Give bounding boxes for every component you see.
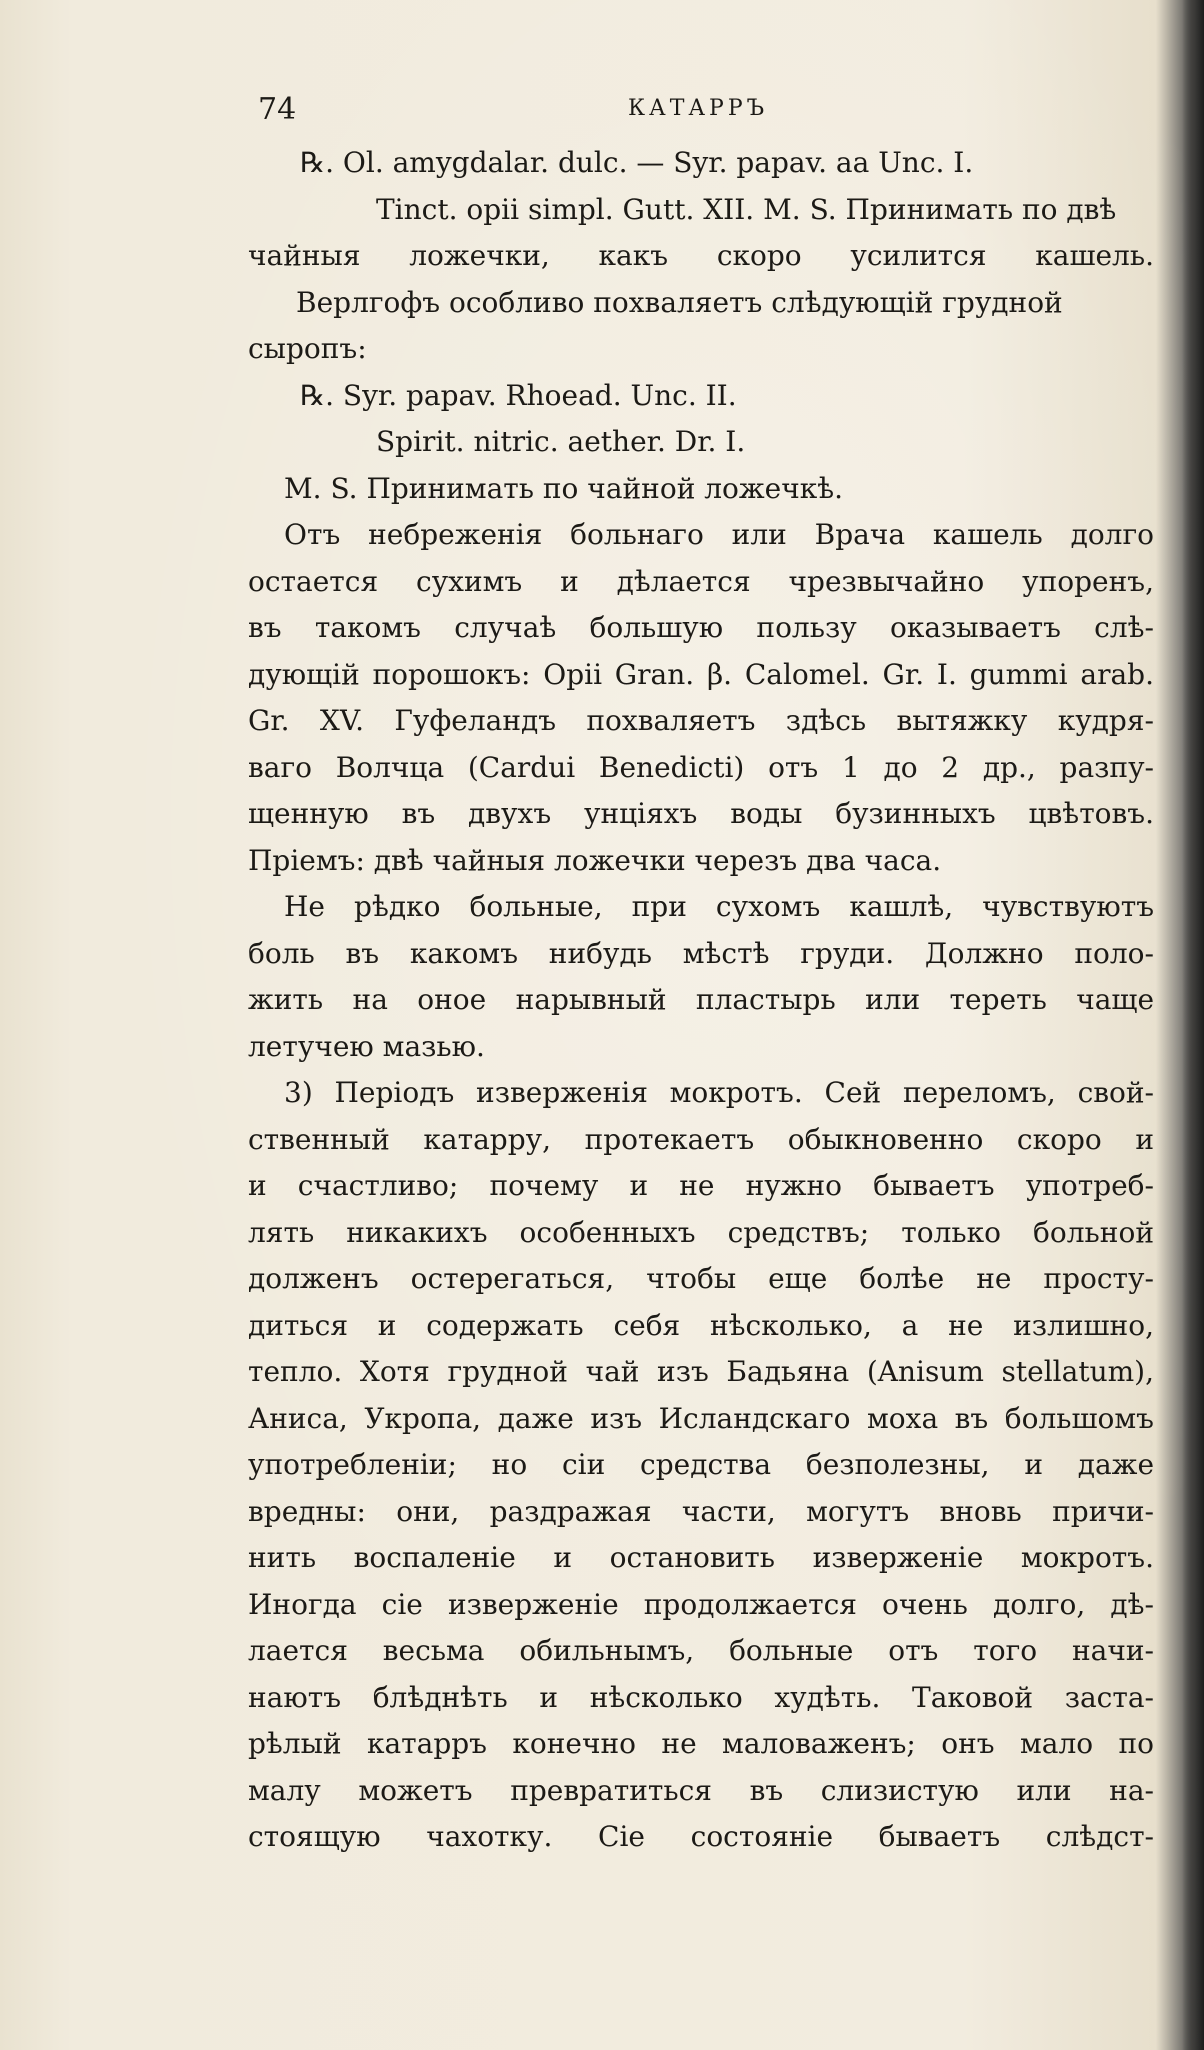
- page-edge-shadow: [1182, 0, 1204, 2050]
- text-line: летучею мазью.: [248, 1029, 485, 1063]
- text-line: ственный катарру, протекаетъ обыкновенно скоро и: [248, 1122, 1154, 1156]
- text-line: остается сухимъ и дѣлается чрезвычайно упоренъ,: [248, 564, 1154, 598]
- text-line: малу можетъ превратиться въ слизистую или на-: [248, 1773, 1154, 1807]
- text-line: Иногда сіе изверженіе продолжается очень долго, дѣ-: [248, 1587, 1154, 1621]
- text-line: лять никакихъ особенныхъ средствъ; только больной: [248, 1215, 1154, 1249]
- text-line: Не рѣдко больные, при сухомъ кашлѣ, чувствуютъ: [284, 890, 1154, 923]
- text-line: ℞. Ol. amygdalar. dulc. — Syr. papav. aa Unc. I.: [300, 146, 974, 179]
- text-line: лается весьма обильнымъ, больные отъ того начи-: [248, 1634, 1154, 1667]
- text-line: Tinct. opii simpl. Gutt. XII. M. S. Принимать по двѣ: [376, 192, 1117, 226]
- text-line: сыропъ:: [248, 332, 367, 365]
- page-header: [258, 92, 1154, 132]
- text-line: Аниса, Укропа, даже изъ Исландскаго моха въ большомъ: [248, 1401, 1154, 1435]
- text-line: тепло. Хотя грудной чай изъ Бадьяна (Anisum stellatum),: [248, 1355, 1154, 1388]
- text-line: и счастливо; почему и не нужно бываетъ употреб-: [248, 1169, 1154, 1202]
- text-line: наютъ блѣднѣть и нѣсколько худѣть. Таковой заста-: [248, 1680, 1154, 1714]
- text-line: 3) Періодъ изверженія мокротъ. Сей переломъ, свой-: [284, 1076, 1154, 1109]
- text-line: рѣлый катарръ конечно не маловаженъ; онъ мало по: [248, 1727, 1154, 1760]
- text-line: долженъ остерегаться, чтобы еще болѣе не просту-: [248, 1262, 1154, 1295]
- body-text: [248, 140, 1154, 1861]
- text-line: въ такомъ случаѣ большую пользу оказываетъ слѣ-: [248, 611, 1154, 644]
- text-line: жить на оное нарывный пластырь или тереть чаще: [248, 983, 1154, 1016]
- text-line: нить воспаленіе и остановить изверженіе мокротъ.: [248, 1541, 1154, 1574]
- text-line: Верлгофъ особливо похваляетъ слѣдующій грудной: [296, 285, 1063, 319]
- text-line: употребленіи; но сіи средства безполезны, и даже: [248, 1448, 1154, 1481]
- text-line: Отъ небреженія больнаго или Врача кашель долго: [284, 518, 1154, 551]
- running-head: КАТАРРЪ: [628, 96, 769, 121]
- text-line: ваго Волчца (Cardui Benedicti) отъ 1 до 2 др., разпу-: [248, 750, 1154, 784]
- text-line: дующій порошокъ: Opii Gran. β. Calomel. Gr. I. gummi arab.: [248, 657, 1154, 691]
- text-line: Gr. XV. Гуфеландъ похваляетъ здѣсь вытяжку кудря-: [248, 704, 1154, 737]
- text-line: вредны: они, раздражая части, могутъ вновь причи-: [248, 1494, 1154, 1528]
- text-line: Spirit. nitric. aether. Dr. I.: [376, 425, 746, 458]
- text-line: Пріемъ: двѣ чайныя ложечки черезъ два часа.: [248, 843, 942, 877]
- page-number: 74: [258, 92, 297, 127]
- text-line: M. S. Принимать по чайной ложечкѣ.: [284, 471, 844, 505]
- text-line: ℞. Syr. papav. Rhoead. Unc. II.: [300, 378, 737, 412]
- text-line: щенную въ двухъ унціяхъ воды бузинныхъ цвѣтовъ.: [248, 797, 1154, 830]
- text-line: боль въ какомъ нибудь мѣстѣ груди. Должно поло-: [248, 936, 1154, 970]
- text-line: чайныя ложечки, какъ скоро усилится кашель.: [248, 239, 1154, 272]
- text-line: стоящую чахотку. Сіе состояніе бываетъ слѣдст-: [248, 1820, 1154, 1853]
- text-line: диться и содержать себя нѣсколько, а не излишно,: [248, 1308, 1154, 1342]
